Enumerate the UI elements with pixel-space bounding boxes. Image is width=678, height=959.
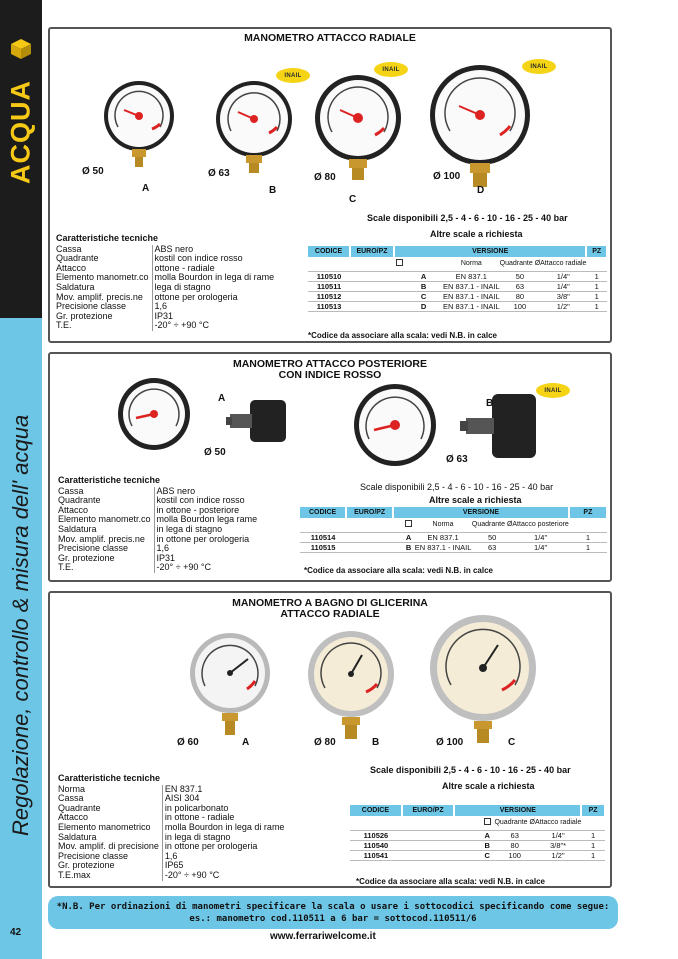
- specs-title: Caratteristiche tecniche: [58, 475, 161, 485]
- code-cell: 110510: [308, 271, 350, 281]
- spec-value: kostil con indice rosso: [152, 254, 274, 264]
- pz-cell: 1: [569, 542, 607, 552]
- spec-key: T.E.max: [58, 869, 91, 880]
- inail-badge: INAIL: [522, 59, 556, 74]
- gauge-letter: D: [477, 185, 485, 196]
- norma-cell: EN 837.1 - INAIL: [442, 281, 500, 291]
- cube-icon: [10, 38, 32, 60]
- col-codice: CODICE: [300, 507, 346, 518]
- spec-key: Precisione classe: [58, 850, 129, 861]
- spec-value: EN 837.1: [162, 785, 284, 795]
- spec-key: Saldatura: [58, 831, 97, 842]
- spec-value: ottone per orologeria: [152, 293, 274, 303]
- pz-cell: 1: [581, 830, 605, 840]
- specs-title: Caratteristiche tecniche: [58, 773, 161, 783]
- sub-header: Quadrante Ø: [494, 816, 534, 830]
- scale-subtext: Altre scale a richiesta: [429, 495, 522, 505]
- diameter-label: Ø 50: [82, 166, 104, 177]
- code-cell: 110515: [300, 542, 346, 552]
- quad-cell: 100: [500, 301, 540, 311]
- quad-cell: 50: [500, 271, 540, 281]
- order-note-banner: [48, 896, 618, 929]
- code-cell: 110513: [308, 301, 350, 311]
- quad-cell: 50: [472, 532, 512, 542]
- checkbox-icon: [396, 259, 403, 266]
- spec-key: Cassa: [56, 243, 82, 254]
- letter-cell: A: [480, 830, 495, 840]
- section-glycerin-gauge: [48, 591, 612, 888]
- specs-block: [58, 476, 257, 573]
- spec-value: ottone - radiale: [152, 264, 274, 274]
- spec-value: molla Bourdon in lega di rame: [162, 823, 284, 833]
- spec-key: Norma: [58, 783, 86, 794]
- sub-header: Quadrante Ø: [472, 518, 512, 532]
- spec-key: Quadrante: [56, 253, 99, 264]
- spec-key: Quadrante: [58, 802, 101, 813]
- table-row: [308, 281, 607, 291]
- letter-cell: B: [404, 281, 443, 291]
- gauge-side-image: [226, 400, 290, 444]
- gauge-letter: A: [242, 737, 250, 748]
- spec-value: IP31: [152, 312, 274, 322]
- spec-key: T.E.: [56, 320, 72, 331]
- letter-cell: B: [480, 840, 495, 850]
- att-cell: 1/4": [540, 271, 586, 281]
- gauge-image: [188, 631, 272, 739]
- table-note: *Codice da associare alla scala: vedi N.B. in calce: [304, 566, 493, 575]
- spec-value: ABS nero: [154, 487, 257, 497]
- att-cell: 1/2": [540, 301, 586, 311]
- col-pz: PZ: [586, 246, 607, 257]
- spec-value: in ottone - radiale: [162, 813, 284, 823]
- letter-cell: A: [403, 532, 414, 542]
- table-row: [350, 850, 605, 860]
- order-note-line1: *N.B. Per ordinazioni di manometri specificare la scala o usare i sottocodici specificando come segue:: [56, 901, 610, 912]
- spec-value: in ottone per orologeria: [154, 535, 257, 545]
- scale-subtext: Altre scale a richiesta: [442, 781, 535, 791]
- att-cell: 1/4": [535, 830, 581, 840]
- spec-key: Gr. protezione: [56, 310, 113, 321]
- gauge-letter: A: [142, 183, 150, 194]
- gauge-image: [313, 73, 403, 183]
- col-euro: EURO/PZ: [350, 246, 394, 257]
- specs-block: [56, 234, 274, 331]
- checkbox-icon: [405, 520, 412, 527]
- sidebar-title: Regolazione, controllo & misura dell' acqua: [8, 414, 33, 836]
- spec-key: Elemento manometr.co: [56, 272, 149, 283]
- gauge-image: [428, 613, 538, 745]
- specs-table: [58, 487, 257, 573]
- spec-value: in policarbonato: [162, 804, 284, 814]
- section-rear-gauge: [48, 352, 612, 582]
- code-table: [308, 246, 608, 312]
- gauge-side-image: [460, 394, 540, 460]
- spec-value: 1,6: [162, 852, 284, 862]
- diameter-label: Ø 80: [314, 737, 336, 748]
- pz-cell: 1: [569, 532, 607, 542]
- spec-value: molla Bourdon in lega di rame: [152, 273, 274, 283]
- code-cell: 110526: [350, 830, 402, 840]
- section-title: MANOMETRO ATTACCO RADIALE: [244, 32, 416, 44]
- page-number: 42: [10, 927, 22, 938]
- spec-value: 1,6: [152, 302, 274, 312]
- specs-block: [58, 774, 284, 881]
- spec-key: Mov. amplif. precis.ne: [56, 291, 143, 302]
- code-cell: 110512: [308, 291, 350, 301]
- spec-key: Saldatura: [58, 523, 97, 534]
- gauge-image: [306, 629, 396, 741]
- sub-header: Attacco radiale: [540, 257, 586, 271]
- spec-value: AISI 304: [162, 794, 284, 804]
- sub-header: Attacco radiale: [535, 816, 581, 830]
- pz-cell: 1: [586, 301, 607, 311]
- gauge-image: [352, 382, 438, 468]
- diameter-label: Ø 63: [446, 454, 468, 465]
- code-cell: 110541: [350, 850, 402, 860]
- spec-value: IP65: [162, 861, 284, 871]
- letter-cell: C: [480, 850, 495, 860]
- sub-header: Norma: [443, 257, 500, 271]
- specs-title: Caratteristiche tecniche: [56, 233, 159, 243]
- code-cell: 110511: [308, 281, 350, 291]
- code-cell: 110514: [300, 532, 346, 542]
- diameter-label: Ø 63: [208, 168, 230, 179]
- specs-table: [56, 245, 274, 331]
- col-versione: VERSIONE: [394, 246, 587, 257]
- scale-text: Scale disponibili 2,5 - 4 - 6 - 10 - 16 - 25 - 40 bar: [367, 213, 568, 223]
- col-versione: VERSIONE: [454, 805, 581, 816]
- code-cell: 110540: [350, 840, 402, 850]
- att-cell: 1/4": [540, 281, 586, 291]
- spec-value: in ottone per orologeria: [162, 842, 284, 852]
- spec-key: Cassa: [58, 485, 84, 496]
- letter-cell: A: [404, 271, 443, 281]
- spec-key: Elemento manometrico: [58, 821, 151, 832]
- scale-text: Scale disponibili 2,5 - 4 - 6 - 10 - 16 - 25 - 40 bar: [360, 482, 554, 492]
- quad-cell: 63: [500, 281, 540, 291]
- table-note: *Codice da associare alla scala: vedi N.B. in calce: [308, 331, 497, 340]
- norma-cell: EN 837.1: [443, 271, 500, 281]
- gauge-image: [116, 376, 194, 452]
- col-pz: PZ: [581, 805, 605, 816]
- table-row: [308, 271, 607, 281]
- spec-key: Gr. protezione: [58, 552, 115, 563]
- spec-value: in lega di stagno: [154, 525, 257, 535]
- norma-cell: EN 837.1 - INAIL: [442, 301, 500, 311]
- scale-text: Scale disponibili 2,5 - 4 - 6 - 10 - 16 - 25 - 40 bar: [370, 765, 571, 775]
- gauge-letter: C: [508, 737, 516, 748]
- spec-value: kostil con indice rosso: [154, 496, 257, 506]
- spec-value: -20° ÷ +90 °C: [152, 321, 274, 331]
- section-radial-gauge: [48, 27, 612, 343]
- specs-table: [58, 785, 284, 881]
- gauge-image: [102, 79, 176, 169]
- diameter-label: Ø 100: [436, 737, 464, 748]
- table-row: [308, 291, 607, 301]
- att-cell: 1/2": [535, 850, 581, 860]
- spec-value: -20° ÷ +90 °C: [162, 871, 284, 881]
- spec-value: -20° ÷ +90 °C: [154, 563, 257, 573]
- spec-key: Mov. amplif. precis.ne: [58, 533, 145, 544]
- col-versione: VERSIONE: [393, 507, 569, 518]
- diameter-label: Ø 100: [433, 171, 461, 182]
- category-label: ACQUA: [5, 80, 36, 184]
- section-title: MANOMETRO A BAGNO DI GLICERINA: [232, 597, 428, 609]
- gauge-letter: B: [486, 398, 494, 409]
- table-row: [350, 840, 605, 850]
- spec-value: ABS nero: [152, 245, 274, 255]
- att-cell: 1/4": [512, 532, 568, 542]
- gauge-letter: C: [349, 194, 357, 205]
- att-cell: 3/8": [540, 291, 586, 301]
- norma-cell: EN 837.1 - INAIL: [442, 291, 500, 301]
- att-cell: 3/8"*: [535, 840, 581, 850]
- spec-value: lega di stagno: [152, 283, 274, 293]
- letter-cell: B: [403, 542, 414, 552]
- col-euro: EURO/PZ: [346, 507, 393, 518]
- section-subtitle: CON INDICE ROSSO: [278, 369, 382, 381]
- gauge-letter: B: [269, 185, 277, 196]
- table-note: *Codice da associare alla scala: vedi N.B. in calce: [356, 877, 545, 886]
- table-row: [350, 830, 605, 840]
- col-codice: CODICE: [350, 805, 402, 816]
- spec-key: T.E.: [58, 562, 74, 573]
- quad-cell: 63: [472, 542, 512, 552]
- letter-cell: C: [404, 291, 443, 301]
- pz-cell: 1: [586, 291, 607, 301]
- spec-value: IP31: [154, 554, 257, 564]
- letter-cell: D: [404, 301, 443, 311]
- code-table: [300, 507, 608, 553]
- pz-cell: 1: [581, 840, 605, 850]
- pz-cell: 1: [586, 271, 607, 281]
- order-note-line2: es.: manometro cod.110511 a 6 bar = sottocod.110511/6: [189, 913, 477, 924]
- scale-subtext: Altre scale a richiesta: [430, 229, 523, 239]
- spec-value: in lega di stagno: [162, 833, 284, 843]
- norma-cell: EN 837.1 - INAIL: [414, 542, 472, 552]
- sidebar: [0, 0, 42, 959]
- col-pz: PZ: [569, 507, 607, 518]
- diameter-label: Ø 60: [177, 737, 199, 748]
- spec-key: Saldatura: [56, 281, 95, 292]
- spec-key: Attacco: [58, 812, 89, 823]
- quad-cell: 100: [494, 850, 534, 860]
- sub-header: Quadrante Ø: [500, 257, 540, 271]
- checkbox-icon: [484, 818, 491, 825]
- table-row: [308, 301, 607, 311]
- inail-badge: INAIL: [374, 62, 408, 77]
- spec-key: Elemento manometr.co: [58, 514, 151, 525]
- col-codice: CODICE: [308, 246, 350, 257]
- sub-header: Norma: [414, 518, 472, 532]
- spec-value: in ottone - posteriore: [154, 506, 257, 516]
- spec-key: Mov. amplif. di precisione: [58, 841, 159, 852]
- section-title: MANOMETRO ATTACCO POSTERIORE: [232, 358, 428, 370]
- spec-key: Precisione classe: [56, 301, 127, 312]
- diameter-label: Ø 50: [204, 447, 226, 458]
- att-cell: 1/4": [512, 542, 568, 552]
- spec-key: Cassa: [58, 793, 84, 804]
- spec-key: Precisione classe: [58, 543, 129, 554]
- section-subtitle: ATTACCO RADIALE: [280, 608, 380, 620]
- quad-cell: 63: [494, 830, 534, 840]
- quad-cell: 80: [500, 291, 540, 301]
- col-euro: EURO/PZ: [402, 805, 455, 816]
- spec-value: 1,6: [154, 544, 257, 554]
- code-table: [350, 805, 606, 861]
- table-row: [300, 542, 607, 552]
- spec-key: Attacco: [58, 504, 89, 515]
- quad-cell: 80: [494, 840, 534, 850]
- diameter-label: Ø 80: [314, 172, 336, 183]
- pz-cell: 1: [581, 850, 605, 860]
- table-row: [300, 532, 607, 542]
- norma-cell: EN 837.1: [414, 532, 472, 542]
- gauge-image: [214, 79, 294, 175]
- spec-key: Quadrante: [58, 495, 101, 506]
- spec-key: Attacco: [56, 262, 87, 273]
- spec-value: molla Bourdon lega rame: [154, 515, 257, 525]
- pz-cell: 1: [586, 281, 607, 291]
- inail-badge: INAIL: [536, 383, 570, 398]
- spec-key: Gr. protezione: [58, 860, 115, 871]
- gauge-letter: B: [372, 737, 380, 748]
- website-link[interactable]: www.ferrariwelcome.it: [270, 931, 376, 942]
- sub-header: Attacco posteriore: [512, 518, 568, 532]
- inail-badge: INAIL: [276, 68, 310, 83]
- gauge-letter: A: [218, 393, 226, 404]
